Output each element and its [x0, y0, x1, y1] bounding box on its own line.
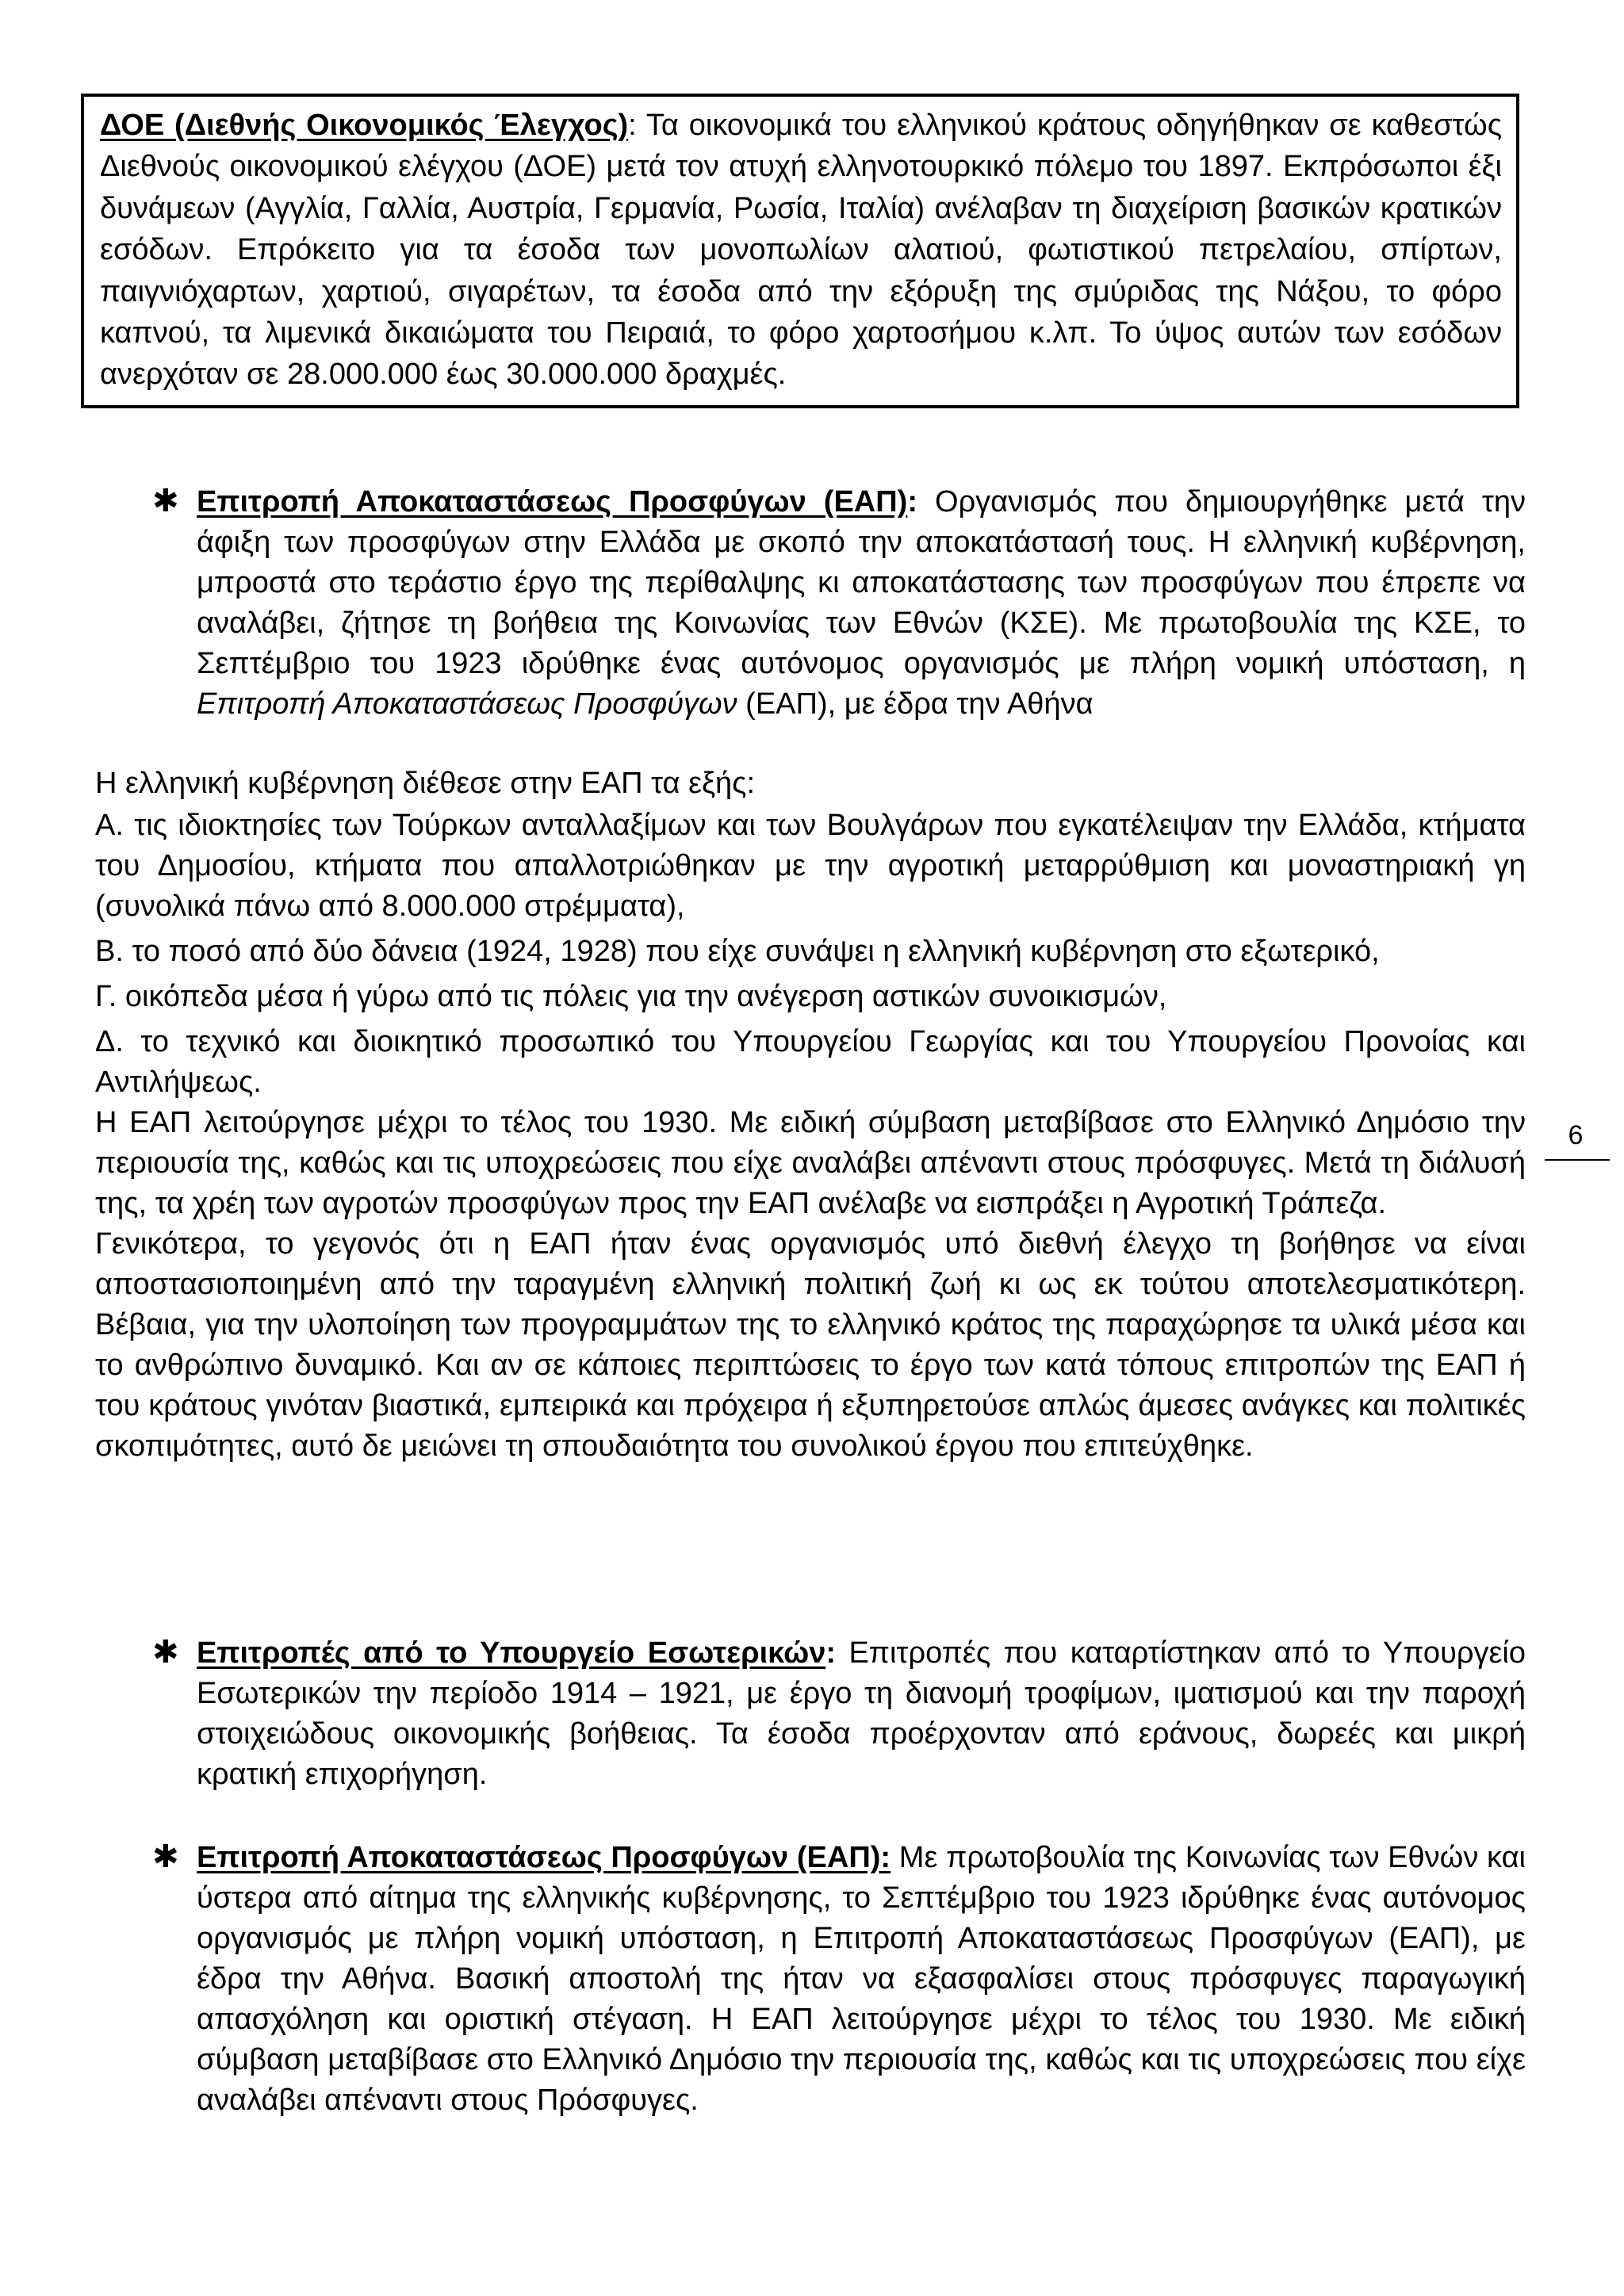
interior-committees-term: Επιτροπές από το Υπουργείο Εσωτερικών	[197, 1636, 826, 1670]
eap-assessment-paragraph: Γενικότερα, το γεγονός ότι η ΕΑΠ ήταν ένας οργανισμός υπό διεθνή έλεγχο τη βοήθησε να είναι αποστασιοποιημένη από την ταραγμένη ελληνική πολιτική ζωή κι ως εκ τούτου αποτελεσματικότερη. Βέβαια, για την υλοποίηση των προγραμμάτων της το ελληνικό κράτος της παραχώρησε τα υλικά μέσα και το ανθρώπινο δυναμικό. Και αν σε κάποιες περιπτώσεις το έργο των κατά τόπους επιτροπών της ΕΑΠ ή του κράτους γινόταν βιαστικά, εμπειρικά και πρόχειρα ή εξυπηρετούσε απλώς άμεσες ανάγκες και πολιτικές σκοπιμότητες, αυτό δε μειώνει τη σπουδαιότητα του συνολικού έργου που επιτεύχθηκε.	[95, 1227, 1526, 1463]
assets-item-c: Γ. οικόπεδα μέσα ή γύρω από τις πόλεις για την ανέγερση αστικών συνοικισμών,	[95, 980, 1167, 1013]
doe-term-colon: :	[628, 109, 637, 142]
interior-ministry-bullet	[152, 1633, 1526, 1795]
interior-committees-colon: :	[825, 1636, 836, 1670]
assets-item-b: Β. το ποσό από δύο δάνεια (1924, 1928) που είχε συνάψει η ελληνική κυβέρνηση στο εξωτερικό,	[95, 935, 1380, 968]
assets-item-d: Δ. το τεχνικό και διοικητικό προσωπικό του Υπουργείου Γεωργίας και του Υπουργείου Προνοίας και Αντιλήψεως.	[95, 1025, 1526, 1099]
doe-text: Τα οικονομικά του ελληνικού κράτους οδηγήθηκαν σε καθεστώς Διεθνούς οικονομικού ελέγχου (ΔΟΕ) μετά τον ατυχή ελληνοτουρκικό πόλεμο του 1897. Εκπρόσωποι έξι δυνάμεων (Αγγλία, Γαλλία, Αυστρία, Γερμανία, Ρωσία, Ιταλία) ανέλαβαν τη διαχείριση βασικών κρατικών εσόδων. Επρόκειτο για τα έσοδα των μονοπωλίων αλατιού, φωτιστικού πετρελαίου, σπίρτων, παιγνιόχαρτων, χαρτιού, σιγαρέτων, τα έσοδα από την εξόρυξη της σμύριδας της Νάξου, το φόρο καπνού, τα λιμενικά δικαιώματα του Πειραιά, το φόρο χαρτοσήμου κ.λπ. Το ύψος αυτών των εσόδων ανερχόταν σε 28.000.000 έως 30.000.000 δραχμές.	[100, 109, 1503, 392]
page-number-rule	[1545, 1159, 1610, 1161]
eap-term-2: Επιτροπή Αποκαταστάσεως Προσφύγων (ΕΑΠ):	[197, 1841, 891, 1874]
asterisk-bullet-icon: ✱	[152, 484, 179, 519]
page-number: 6	[1568, 1120, 1584, 1150]
eap-text-before: Οργανισμός που δημιουργήθηκε μετά την άφιξη των προσφύγων στην Ελλάδα με σκοπό την αποκατάστασή τους. Η ελληνική κυβέρνηση, μπροστά στο τεράστιο έργο της περίθαλψης κι αποκατάστασης των προσφύγων που έπρεπε να αναλάβει, ζήτησε τη βοήθεια της Κοινωνίας των Εθνών (ΚΣΕ). Με πρωτοβουλία της ΚΣΕ, το Σεπτέμβριο του 1923 ιδρύθηκε ένας αυτόνομος οργανισμός με πλήρη νομική υπόσταση, η	[197, 485, 1526, 680]
eap-text-2: Με πρωτοβουλία της Κοινωνίας των Εθνών και ύστερα από αίτημα της ελληνικής κυβέρνησης, το Σεπτέμβριο του 1923 ιδρύθηκε ένας αυτόνομος οργανισμός με πλήρη νομική υπόσταση, η Επιτροπή Αποκαταστάσεως Προσφύγων (ΕΑΠ), με έδρα την Αθήνα. Βασική αποστολή της ήταν να εξασφαλίσει στους πρόσφυγες παραγωγική απασχόληση και οριστική στέγαση. Η ΕΑΠ λειτούργησε μέχρι το τέλος του 1930. Με ειδική σύμβαση μεταβίβασε στο Ελληνικό Δημόσιο την περιουσία της, καθώς και τις υποχρεώσεις που είχε αναλάβει απέναντι στους Πρόσφυγες.	[197, 1841, 1526, 2117]
eap-italic-name: Επιτροπή Αποκαταστάσεως Προσφύγων	[197, 687, 737, 721]
eap-term: Επιτροπή Αποκαταστάσεως Προσφύγων (ΕΑΠ)	[197, 485, 908, 519]
eap-bullet-1	[152, 482, 1526, 725]
eap-term-colon: :	[907, 485, 917, 519]
asterisk-bullet-icon: ✱	[152, 1635, 179, 1670]
doe-definition-box	[81, 94, 1519, 408]
assets-intro: Η ελληνική κυβέρνηση διέθεσε στην ΕΑΠ τα εξής:	[95, 767, 756, 800]
doe-term: ΔΟΕ (Διεθνής Οικονομικός Έλεγχος)	[100, 109, 629, 142]
eap-operation-paragraph: Η ΕΑΠ λειτούργησε μέχρι το τέλος του 1930. Με ειδική σύμβαση μεταβίβασε στο Ελληνικό Δημόσιο την περιουσία της, καθώς και τις υποχρεώσεις που είχε αναλάβει απέναντι στους πρόσφυγες. Μετά τη διάλυσή της, τα χρέη των αγροτών προσφύγων προς την ΕΑΠ ανέλαβε να εισπράξει η Αγροτική Τράπεζα.	[95, 1106, 1526, 1220]
eap-assets-section	[95, 763, 1526, 1467]
interior-committees-text: Επιτροπές που καταρτίστηκαν από το Υπουργείο Εσωτερικών την περίοδο 1914 – 1921, με έργο τη διανομή τροφίμων, ιματισμού και την παροχή στοιχειώδους οικονομικής βοήθειας. Τα έσοδα προέρχονταν από εράνους, δωρεές και μικρή κρατική επιχορήγηση.	[197, 1636, 1526, 1791]
eap-text-after: (ΕΑΠ), με έδρα την Αθήνα	[737, 687, 1094, 721]
asterisk-bullet-icon: ✱	[152, 1839, 179, 1874]
eap-bullet-2	[152, 1838, 1526, 2121]
assets-item-a: Α. τις ιδιοκτησίες των Τούρκων ανταλλαξίμων και των Βουλγάρων που εγκατέλειψαν την Ελλάδα, κτήματα του Δημοσίου, κτήματα που απαλλοτριώθηκαν με την αγροτική μεταρρύθμιση και μοναστηριακή γη (συνολικά πάνω από 8.000.000 στρέμματα),	[95, 809, 1526, 923]
